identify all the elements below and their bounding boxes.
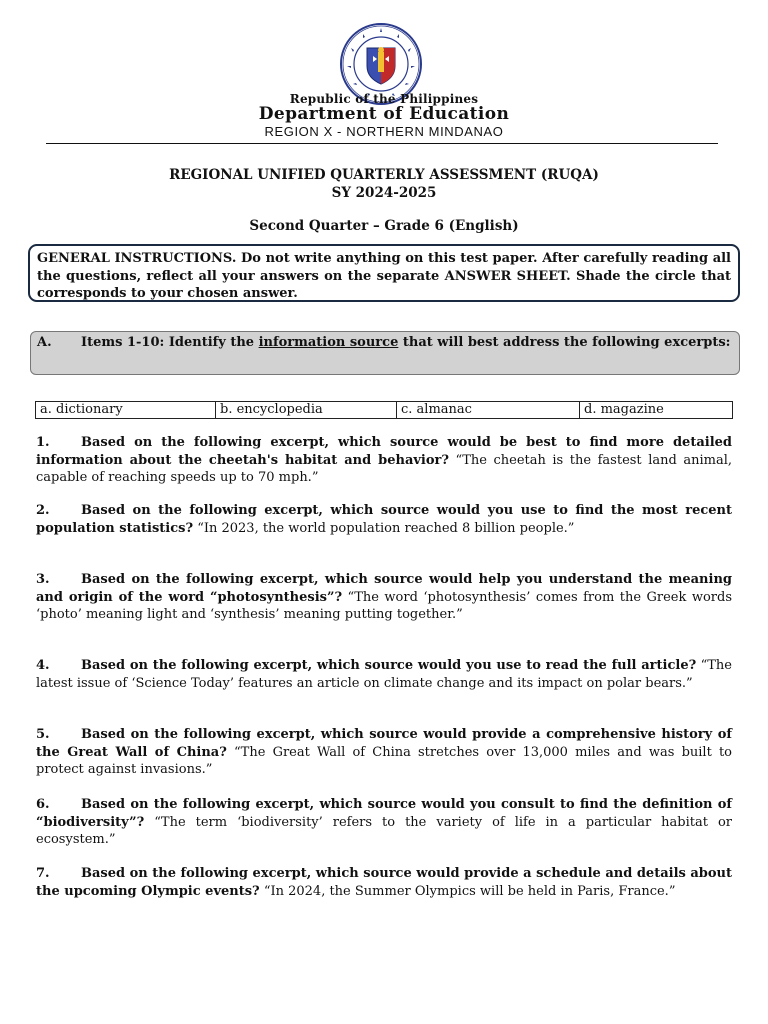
item-question: Based on the following excerpt, which source would you consult to find the definition of “biodiversity”?: [36, 797, 732, 830]
quarter-grade: Second Quarter – Grade 6 (English): [249, 218, 519, 234]
item-excerpt: “The latest issue of ‘Science Today’ features an article on climate change and its impact on polar bears.”: [36, 658, 732, 691]
question-item: [36, 502, 732, 537]
item-excerpt: “The cheetah is the fastest land animal, capable of reaching speeds up to 70 mph.”: [36, 452, 732, 485]
option-c: c. almanac: [397, 402, 580, 419]
item-number: 3.: [36, 572, 50, 587]
item-question: Based on the following excerpt, which source would you use to read the full article?: [81, 658, 697, 673]
item-excerpt: “The word ‘photosynthesis’ comes from the Greek words ‘photo’ meaning light and ‘synthesis’ meaning putting together.”: [36, 589, 732, 622]
item-number: 5.: [36, 727, 50, 742]
item-question: Based on the following excerpt, which source would be best to find more detailed information about the cheetah's habitat and behavior?: [36, 435, 732, 468]
department-heading: Department of Education: [258, 104, 510, 124]
assessment-title: REGIONAL UNIFIED QUARTERLY ASSESSMENT (RUQA): [169, 167, 599, 183]
school-year: SY 2024-2025: [331, 185, 437, 201]
question-item: [36, 865, 732, 900]
item-question: Based on the following excerpt, which source would help you understand the meaning and origin of the word “photosynthesis”?: [36, 572, 732, 605]
option-b: b. encyclopedia: [216, 402, 397, 419]
section-a-header: [30, 331, 740, 375]
republic-heading: Republic of the Philippines: [289, 92, 479, 106]
question-item: [36, 726, 732, 779]
option-a: a. dictionary: [36, 402, 216, 419]
answer-options-table: [35, 401, 733, 419]
item-excerpt: “In 2023, the world population reached 8 billion people.”: [197, 520, 575, 536]
item-number: 7.: [36, 866, 50, 881]
section-label: A.: [37, 335, 52, 350]
item-excerpt: “In 2024, the Summer Olympics will be held in Paris, France.”: [263, 883, 676, 899]
item-number: 4.: [36, 658, 50, 673]
item-number: 1.: [36, 435, 50, 450]
item-number: 6.: [36, 797, 50, 812]
section-prefix: Items 1-10: Identify the: [81, 335, 255, 350]
question-item: [36, 571, 732, 624]
item-question: Based on the following excerpt, which source would you use to find the most recent population statistics?: [36, 503, 732, 536]
question-item: [36, 796, 732, 849]
question-item: [36, 657, 732, 692]
item-excerpt: “The Great Wall of China stretches over 13,000 miles and was built to protect against invasions.”: [36, 744, 733, 777]
item-excerpt: “The term ‘biodiversity’ refers to the variety of life in a particular habitat or ecosystem.”: [36, 814, 733, 847]
question-item: [36, 434, 732, 487]
region-heading: REGION X - NORTHERN MINDANAO: [264, 124, 504, 139]
item-number: 2.: [36, 503, 50, 518]
section-suffix: that will best address the following excerpts:: [402, 335, 731, 350]
letterhead-divider: [46, 143, 718, 144]
item-question: Based on the following excerpt, which source would provide a schedule and details about the upcoming Olympic events?: [36, 866, 732, 899]
option-d: d. magazine: [580, 402, 733, 419]
item-question: Based on the following excerpt, which source would provide a comprehensive history of the Great Wall of China?: [36, 727, 732, 760]
general-instructions: GENERAL INSTRUCTIONS. Do not write anything on this test paper. After carefully reading all the questions, reflect all your answers on the separate ANSWER SHEET. Shade the circle that corresponds to your chosen answer.: [28, 244, 740, 302]
section-underline: information source: [258, 335, 399, 350]
